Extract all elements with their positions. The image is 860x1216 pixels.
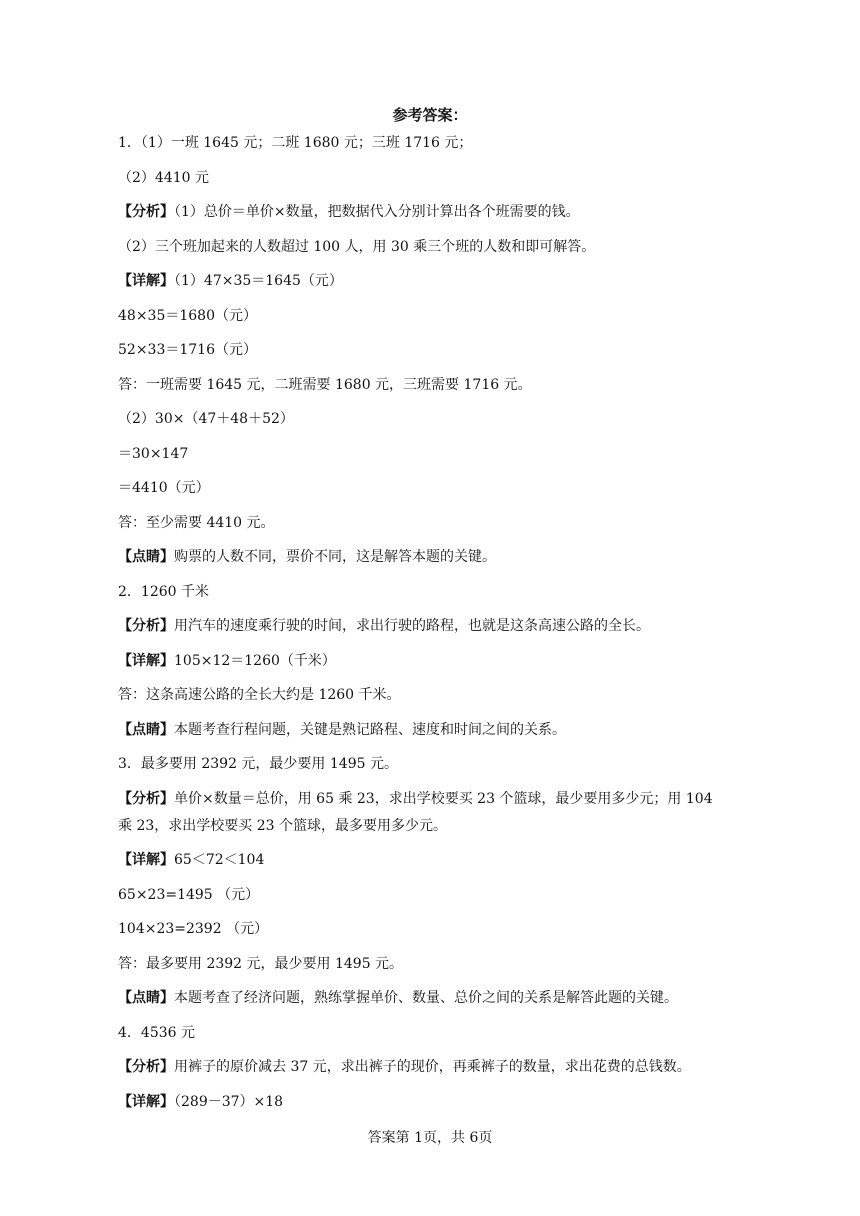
- line-text: （1）47×35＝1645（元）: [174, 273, 343, 289]
- line-text: 单价×数量＝总价，用 65 乘 23，求出学校要买 23 个篮球，最少要用多少元；用 104: [174, 790, 713, 807]
- answer-line: [118, 920, 738, 939]
- line-text: 答：这条高速公路的全长大约是 1260 千米。: [118, 687, 401, 703]
- section-tag: 【点睛】: [118, 990, 174, 1006]
- line-text: 本题考查了经济问题，熟练掌握单价、数量、总价之间的关系是解答此题的关键。: [174, 990, 678, 1006]
- line-text: 答：至少需要 4410 元。: [118, 514, 275, 531]
- section-tag: 【详解】: [118, 652, 174, 669]
- line-text: ＝30×147: [118, 445, 189, 462]
- line-text: 本题考查行程问题，关键是熟记路程、速度和时间之间的关系。: [174, 721, 566, 738]
- line-text: （2）三个班加起来的人数超过 100 人，用 30 乘三个班的人数和即可解答。: [118, 238, 596, 255]
- answer-line: [118, 1093, 738, 1112]
- answer-line: [118, 134, 738, 153]
- answer-line: [118, 548, 738, 567]
- line-text: 3．最多要用 2392 元，最少要用 1495 元。: [118, 756, 398, 772]
- line-text: 65＜72＜104: [174, 852, 265, 868]
- line-text: 4．4536 元: [118, 1024, 195, 1041]
- line-text: 答：一班需要 1645 元，二班需要 1680 元，三班需要 1716 元。: [118, 376, 532, 393]
- page-footer: 答案第 1页，共 6页: [367, 1130, 493, 1146]
- answer-line: [118, 583, 738, 602]
- line-text: （2）30×（47＋48＋52）: [118, 411, 294, 427]
- section-tag: 【详解】: [118, 852, 174, 868]
- answer-line: [118, 686, 738, 705]
- answer-line: [118, 479, 738, 498]
- answer-line: [118, 755, 738, 774]
- section-tag: 【点睛】: [118, 549, 174, 565]
- answer-line: [118, 790, 738, 809]
- line-text: 用汽车的速度乘行驶的时间，求出行驶的路程，也就是这条高速公路的全长。: [174, 618, 650, 634]
- answer-content: [118, 134, 738, 1127]
- answer-line: [118, 886, 738, 905]
- section-tag: 【详解】: [118, 1093, 174, 1110]
- section-tag: 【详解】: [118, 273, 174, 289]
- line-text: （289－37）×18: [174, 1093, 284, 1110]
- answer-line: [118, 238, 738, 257]
- line-text: 65×23=1495 （元）: [118, 886, 260, 903]
- line-text: 用裤子的原价减去 37 元，求出裤子的现价，再乘裤子的数量，求出花费的总钱数。: [174, 1059, 691, 1075]
- answer-line: [118, 272, 738, 291]
- line-text: 105×12＝1260（千米）: [174, 652, 336, 669]
- section-tag: 【分析】: [118, 1059, 174, 1075]
- line-text: 2．1260 千米: [118, 583, 209, 600]
- section-tag: 【分析】: [118, 790, 174, 807]
- answer-line: [118, 1024, 738, 1043]
- answer-line: [118, 652, 738, 671]
- answer-line: [118, 989, 738, 1008]
- answer-line: [118, 203, 738, 222]
- page-title: 参考答案：: [392, 106, 468, 124]
- answer-line: [118, 617, 738, 636]
- line-text: ＝4410（元）: [118, 480, 210, 496]
- answer-line: [118, 445, 738, 464]
- answer-line: [118, 410, 738, 429]
- line-text: 1．（1）一班 1645 元；二班 1680 元；三班 1716 元；: [118, 135, 473, 151]
- line-text: （1）总价＝单价×数量，把数据代入分别计算出各个班需要的钱。: [174, 204, 580, 220]
- line-text: 购票的人数不同，票价不同，这是解答本题的关键。: [174, 549, 496, 565]
- answer-line: [118, 169, 738, 188]
- line-text: 答：最多要用 2392 元，最少要用 1495 元。: [118, 955, 404, 972]
- line-text: 乘 23，求出学校要买 23 个篮球，最多要用多少元。: [118, 817, 447, 834]
- answer-line: [118, 817, 738, 836]
- answer-line: [118, 1058, 738, 1077]
- section-tag: 【点睛】: [118, 721, 174, 738]
- line-text: （2）4410 元: [118, 169, 209, 186]
- answer-line: [118, 955, 738, 974]
- answer-line: [118, 341, 738, 360]
- answer-line: [118, 514, 738, 533]
- line-text: 48×35＝1680（元）: [118, 307, 257, 324]
- line-text: 52×33＝1716（元）: [118, 342, 257, 358]
- line-text: 104×23=2392 （元）: [118, 921, 269, 937]
- section-tag: 【分析】: [118, 618, 174, 634]
- section-tag: 【分析】: [118, 204, 174, 220]
- answer-line: [118, 376, 738, 395]
- answer-line: [118, 851, 738, 870]
- answer-line: [118, 307, 738, 326]
- answer-line: [118, 721, 738, 740]
